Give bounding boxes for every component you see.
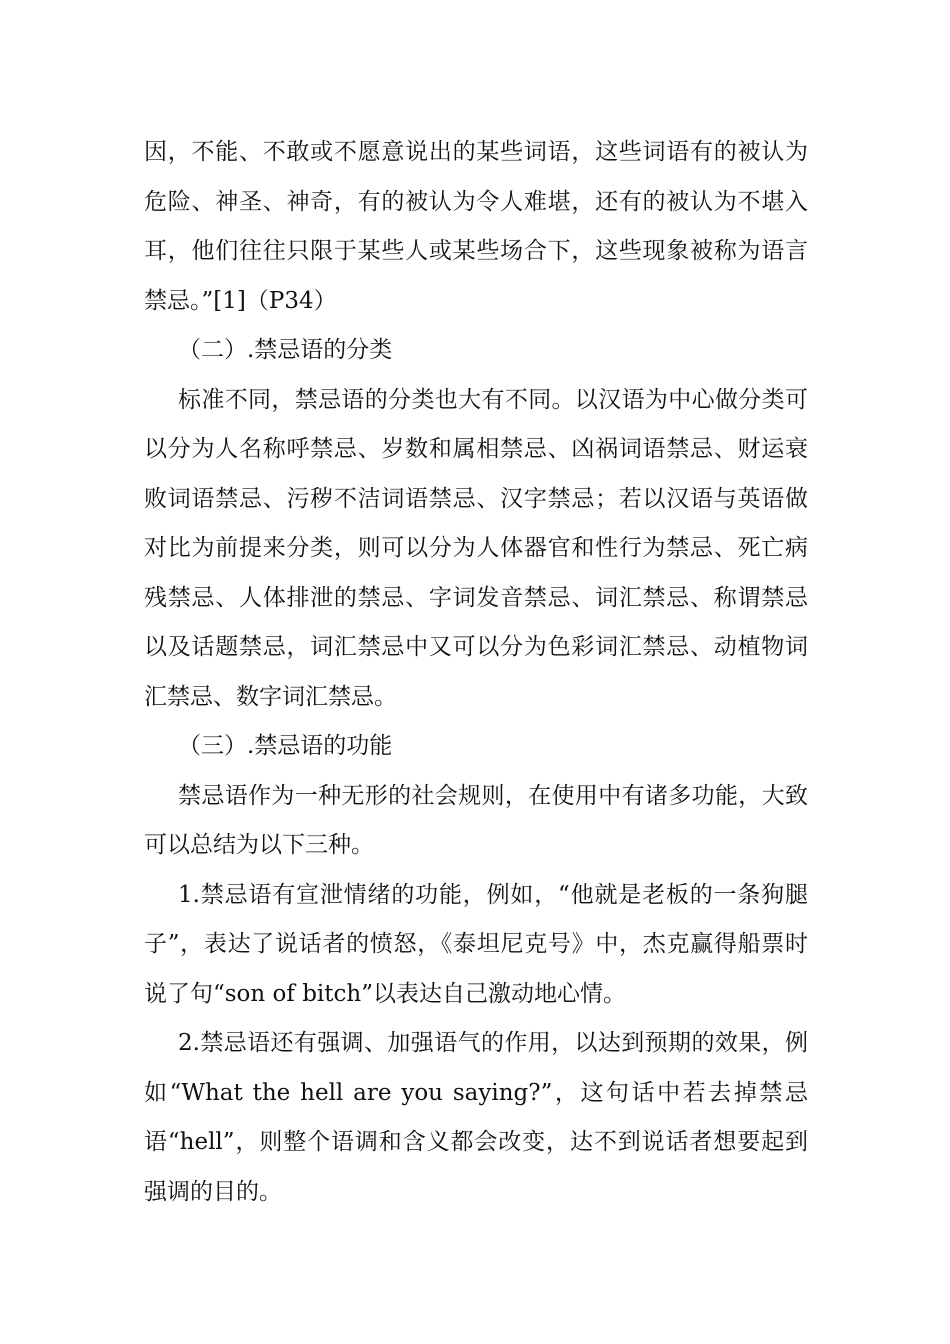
section-heading-classification: （二）.禁忌语的分类 <box>178 337 393 363</box>
paragraph-function-2: 2.禁忌语还有强调、加强语气的作用，以达到预期的效果，例如“What the hell are you saying?”，这句话中若去掉禁忌语“hell”，则整个语调和含义都会改变，达不到说话者想要起到强调的目的。 <box>144 1030 808 1205</box>
document-body <box>144 128 808 1217</box>
section-heading-function: （三）.禁忌语的功能 <box>178 733 393 759</box>
paragraph-function-1: 1.禁忌语有宣泄情绪的功能，例如，“他就是老板的一条狗腿子”，表达了说话者的愤怒，《泰坦尼克号》中，杰克赢得船票时说了句“son of bitch”以表达自己激动地心情。 <box>144 881 808 1007</box>
paragraph-function-intro: 禁忌语作为一种无形的社会规则，在使用中有诸多功能，大致可以总结为以下三种。 <box>144 782 808 858</box>
paragraph-continuation: 因，不能、不敢或不愿意说出的某些词语，这些词语有的被认为危险、神圣、神奇，有的被认为令人难堪，还有的被认为不堪入耳，他们往往只限于某些人或某些场合下，这些现象被称为语言禁忌。”[1]（P34） <box>144 139 808 314</box>
paragraph-classification: 标准不同，禁忌语的分类也大有不同。以汉语为中心做分类可以分为人名称呼禁忌、岁数和属相禁忌、凶祸词语禁忌、财运衰败词语禁忌、污秽不洁词语禁忌、汉字禁忌；若以汉语与英语做对比为前提来分类，则可以分为人体器官和性行为禁忌、死亡病残禁忌、人体排泄的禁忌、字词发音禁忌、词汇禁忌、称谓禁忌以及话题禁忌，词汇禁忌中又可以分为色彩词汇禁忌、动植物词汇禁忌、数字词汇禁忌。 <box>144 386 808 710</box>
